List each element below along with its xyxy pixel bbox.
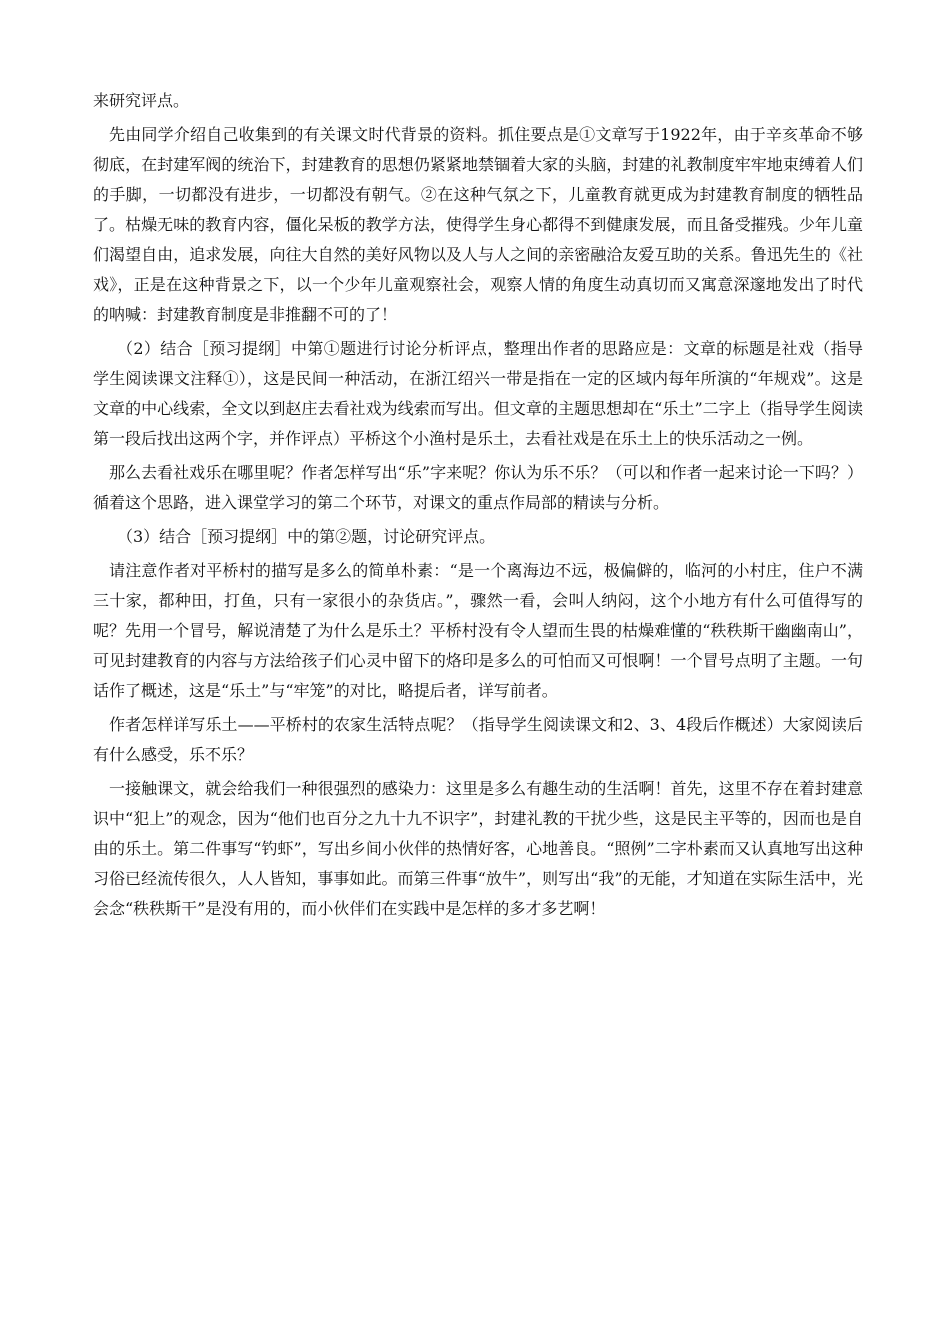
paragraph-step-2: （2）结合［预习提纲］中第①题进行讨论分析评点，整理出作者的思路应是：文章的标题是社戏（指导学生阅读课文注释①），这是民间一种活动，在浙江绍兴一带是指在一定的区域内每年所演的“年规戏”。这是文章的中心线索，全文以到赵庄去看社戏为线索而写出。但文章的主题思想却在“乐土”二字上（指导学生阅读第一段后找出这两个字，并作评点）平桥这个小渔村是乐土，去看社戏是在乐土上的快乐活动之一例。 [93,339,863,448]
paragraph-farm-life: 作者怎样详写乐土——平桥村的农家生活特点呢？（指导学生阅读课文和2、3、4段后作概述）大家阅读后有什么感受，乐不乐？ [93,715,863,764]
paragraph-analysis: 一接触课文，就会给我们一种很强烈的感染力：这里是多么有趣生动的生活啊！首先，这里不存在着封建意识中“犯上”的观念，因为“他们也百分之九十九不识字”，封建礼教的干扰少些，这是民主平等的，因而也是自由的乐土。第二件事写“钓虾”，写出乡间小伙伴的热情好客，心地善良。“照例”二字朴素而又认真地写出这种习俗已经流传很久，人人皆知，事事如此。而第三件事“放牛”，则写出“我”的无能，才知道在实际生活中，光会念“秩秩斯干”是没有用的，而小伙伴们在实践中是怎样的多才多艺啊！ [93,779,863,918]
paragraph-question-le: 那么去看社戏乐在哪里呢？作者怎样写出“乐”字来呢？你认为乐不乐？（可以和作者一起来讨论一下吗？）循着这个思路，进入课堂学习的第二个环节，对课文的重点作局部的精读与分析。 [93,463,863,512]
paragraph-pingqiao-description: 请注意作者对平桥村的描写是多么的简单朴素：“是一个离海边不远，极偏僻的，临河的小村庄，住户不满三十家，都种田，打鱼，只有一家很小的杂货店。”，骤然一看，会叫人纳闷，这个小地方有什么可值得写的呢？先用一个冒号，解说清楚了为什么是乐土？平桥村没有令人望而生畏的枯燥难懂的“秩秩斯干幽幽南山”，可见封建教育的内容与方法给孩子们心灵中留下的烙印是多么的可怕而又可恨啊！一个冒号点明了主题。一句话作了概述，这是“乐土”与“牢笼”的对比，略提后者，详写前者。 [93,561,863,700]
document-body [93,86,863,928]
paragraph-step-3: （3）结合［预习提纲］中的第②题，讨论研究评点。 [117,527,496,546]
paragraph-background: 先由同学介绍自己收集到的有关课文时代背景的资料。抓住要点是①文章写于1922年，由于辛亥革命不够彻底，在封建军阀的统治下，封建教育的思想仍紧紧地禁锢着大家的头脑，封建的礼教制度牢牢地束缚着人们的手脚，一切都没有进步，一切都没有朝气。②在这种气氛之下，儿童教育就更成为封建教育制度的牺牲品了。枯燥无味的教育内容，僵化呆板的教学方法，使得学生身心都得不到健康发展，而且备受摧残。少年儿童们渴望自由，追求发展，向往大自然的美好风物以及人与人之间的亲密融洽友爱互助的关系。鲁迅先生的《社戏》，正是在这种背景之下，以一个少年儿童观察社会，观察人情的角度生动真切而又寓意深邃地发出了时代的呐喊：封建教育制度是非推翻不可的了！ [93,125,863,324]
paragraph-continuation: 来研究评点。 [93,91,190,110]
